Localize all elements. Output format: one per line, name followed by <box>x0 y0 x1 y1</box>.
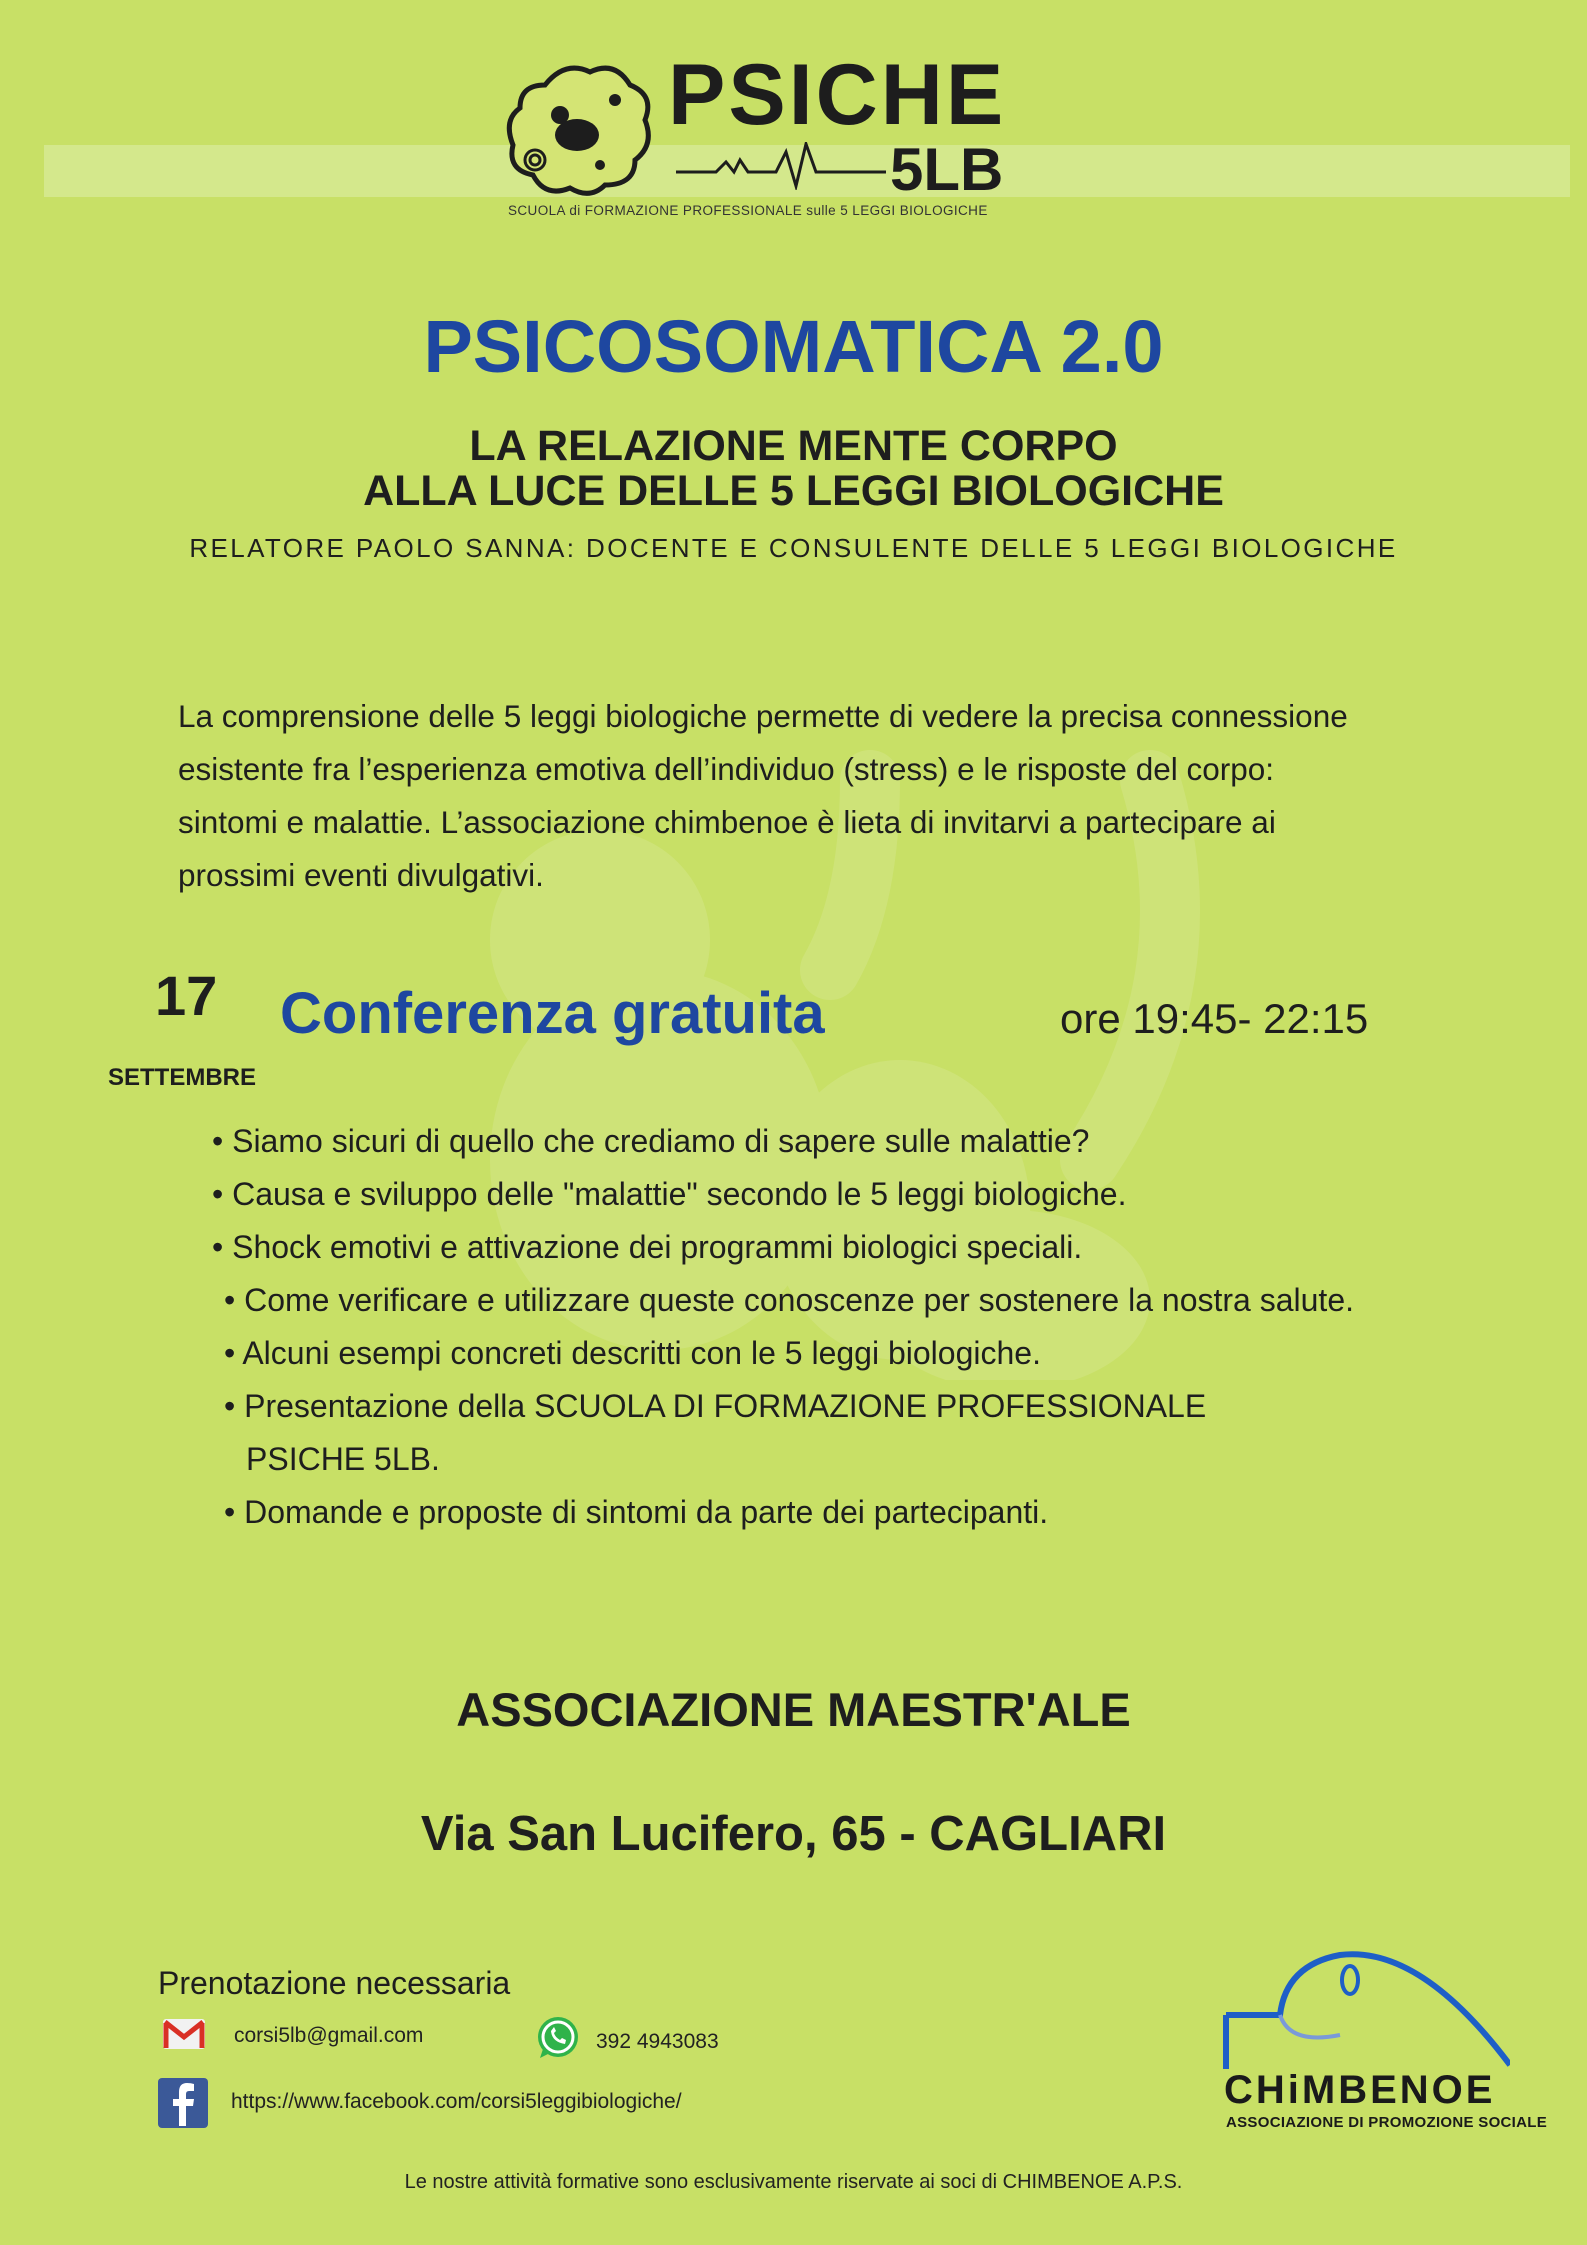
subtitle-line-1: LA RELAZIONE MENTE CORPO <box>469 422 1118 470</box>
list-item: • Domande e proposte di sintomi da parte dei partecipanti. <box>224 1494 1049 1530</box>
chimbenoe-logo-icon <box>1220 1945 1510 2073</box>
intro-paragraph <box>178 690 1478 902</box>
list-item: • Presentazione della SCUOLA DI FORMAZIONE PROFESSIONALE <box>224 1388 1207 1424</box>
brain-logo-icon <box>505 60 655 200</box>
event-title: Conferenza gratuita <box>280 981 825 1046</box>
event-time: ore 19:45- 22:15 <box>1060 995 1369 1042</box>
venue-address: Via San Lucifero, 65 - CAGLIARI <box>420 1807 1167 1861</box>
intro-line: sintomi e malattie. L’associazione chimbenoe è lieta di invitarvi a partecipare ai <box>178 804 1276 840</box>
intro-line: prossimi eventi divulgativi. <box>178 857 544 893</box>
list-item: • Alcuni esempi concreti descritti con le 5 leggi biologiche. <box>224 1335 1041 1371</box>
intro-line: esistente fra l’esperienza emotiva dell’individuo (stress) e le risposte del corpo: <box>178 751 1275 787</box>
event-day: 17 <box>155 964 218 1027</box>
logo-title: PSICHE <box>668 47 1007 143</box>
main-title: PSICOSOMATICA 2.0 <box>423 305 1164 388</box>
email-link[interactable]: corsi5lb@gmail.com <box>234 2024 424 2047</box>
booking-label: Prenotazione necessaria <box>158 1965 511 2001</box>
subtitle-line-2: ALLA LUCE DELLE 5 LEGGI BIOLOGICHE <box>363 467 1224 516</box>
intro-line: La comprensione delle 5 leggi biologiche permette di vedere la precisa connessione <box>178 698 1348 734</box>
relatore: RELATORE PAOLO SANNA: DOCENTE E CONSULENTE DELLE 5 LEGGI BIOLOGICHE <box>189 533 1398 563</box>
venue-name: ASSOCIAZIONE MAESTR'ALE <box>456 1683 1131 1736</box>
phone-number[interactable]: 392 4943083 <box>596 2030 719 2053</box>
event-month: SETTEMBRE <box>108 1064 257 1091</box>
list-item: • Causa e sviluppo delle "malattie" secondo le 5 leggi biologiche. <box>212 1176 1127 1212</box>
chimbenoe-name: CHiMBENOE <box>1224 2068 1496 2112</box>
list-item: • Come verificare e utilizzare queste conoscenze per sostenere la nostra salute. <box>224 1282 1354 1318</box>
facebook-link[interactable]: https://www.facebook.com/corsi5leggibiologiche/ <box>231 2090 682 2113</box>
list-item: • Siamo sicuri di quello che crediamo di sapere sulle malattie? <box>212 1123 1090 1159</box>
footer-note: Le nostre attività formative sono esclusivamente riservate ai soci di CHIMBENOE A.P.S. <box>404 2171 1183 2193</box>
whatsapp-icon <box>534 2014 582 2062</box>
facebook-icon <box>158 2078 208 2128</box>
topics-list <box>212 1115 1512 1539</box>
list-item: • Shock emotivi e attivazione dei programmi biologici speciali. <box>212 1229 1083 1265</box>
logo-5lb: 5LB <box>890 136 1004 203</box>
heartbeat-line-icon <box>676 142 886 190</box>
chimbenoe-subtitle: ASSOCIAZIONE DI PROMOZIONE SOCIALE <box>1226 2114 1548 2131</box>
subtitle <box>0 424 1587 514</box>
gmail-icon <box>162 2018 206 2050</box>
logo-subtitle: SCUOLA di FORMAZIONE PROFESSIONALE sulle 5 LEGGI BIOLOGICHE <box>508 203 988 218</box>
list-item: PSICHE 5LB. <box>246 1441 440 1477</box>
